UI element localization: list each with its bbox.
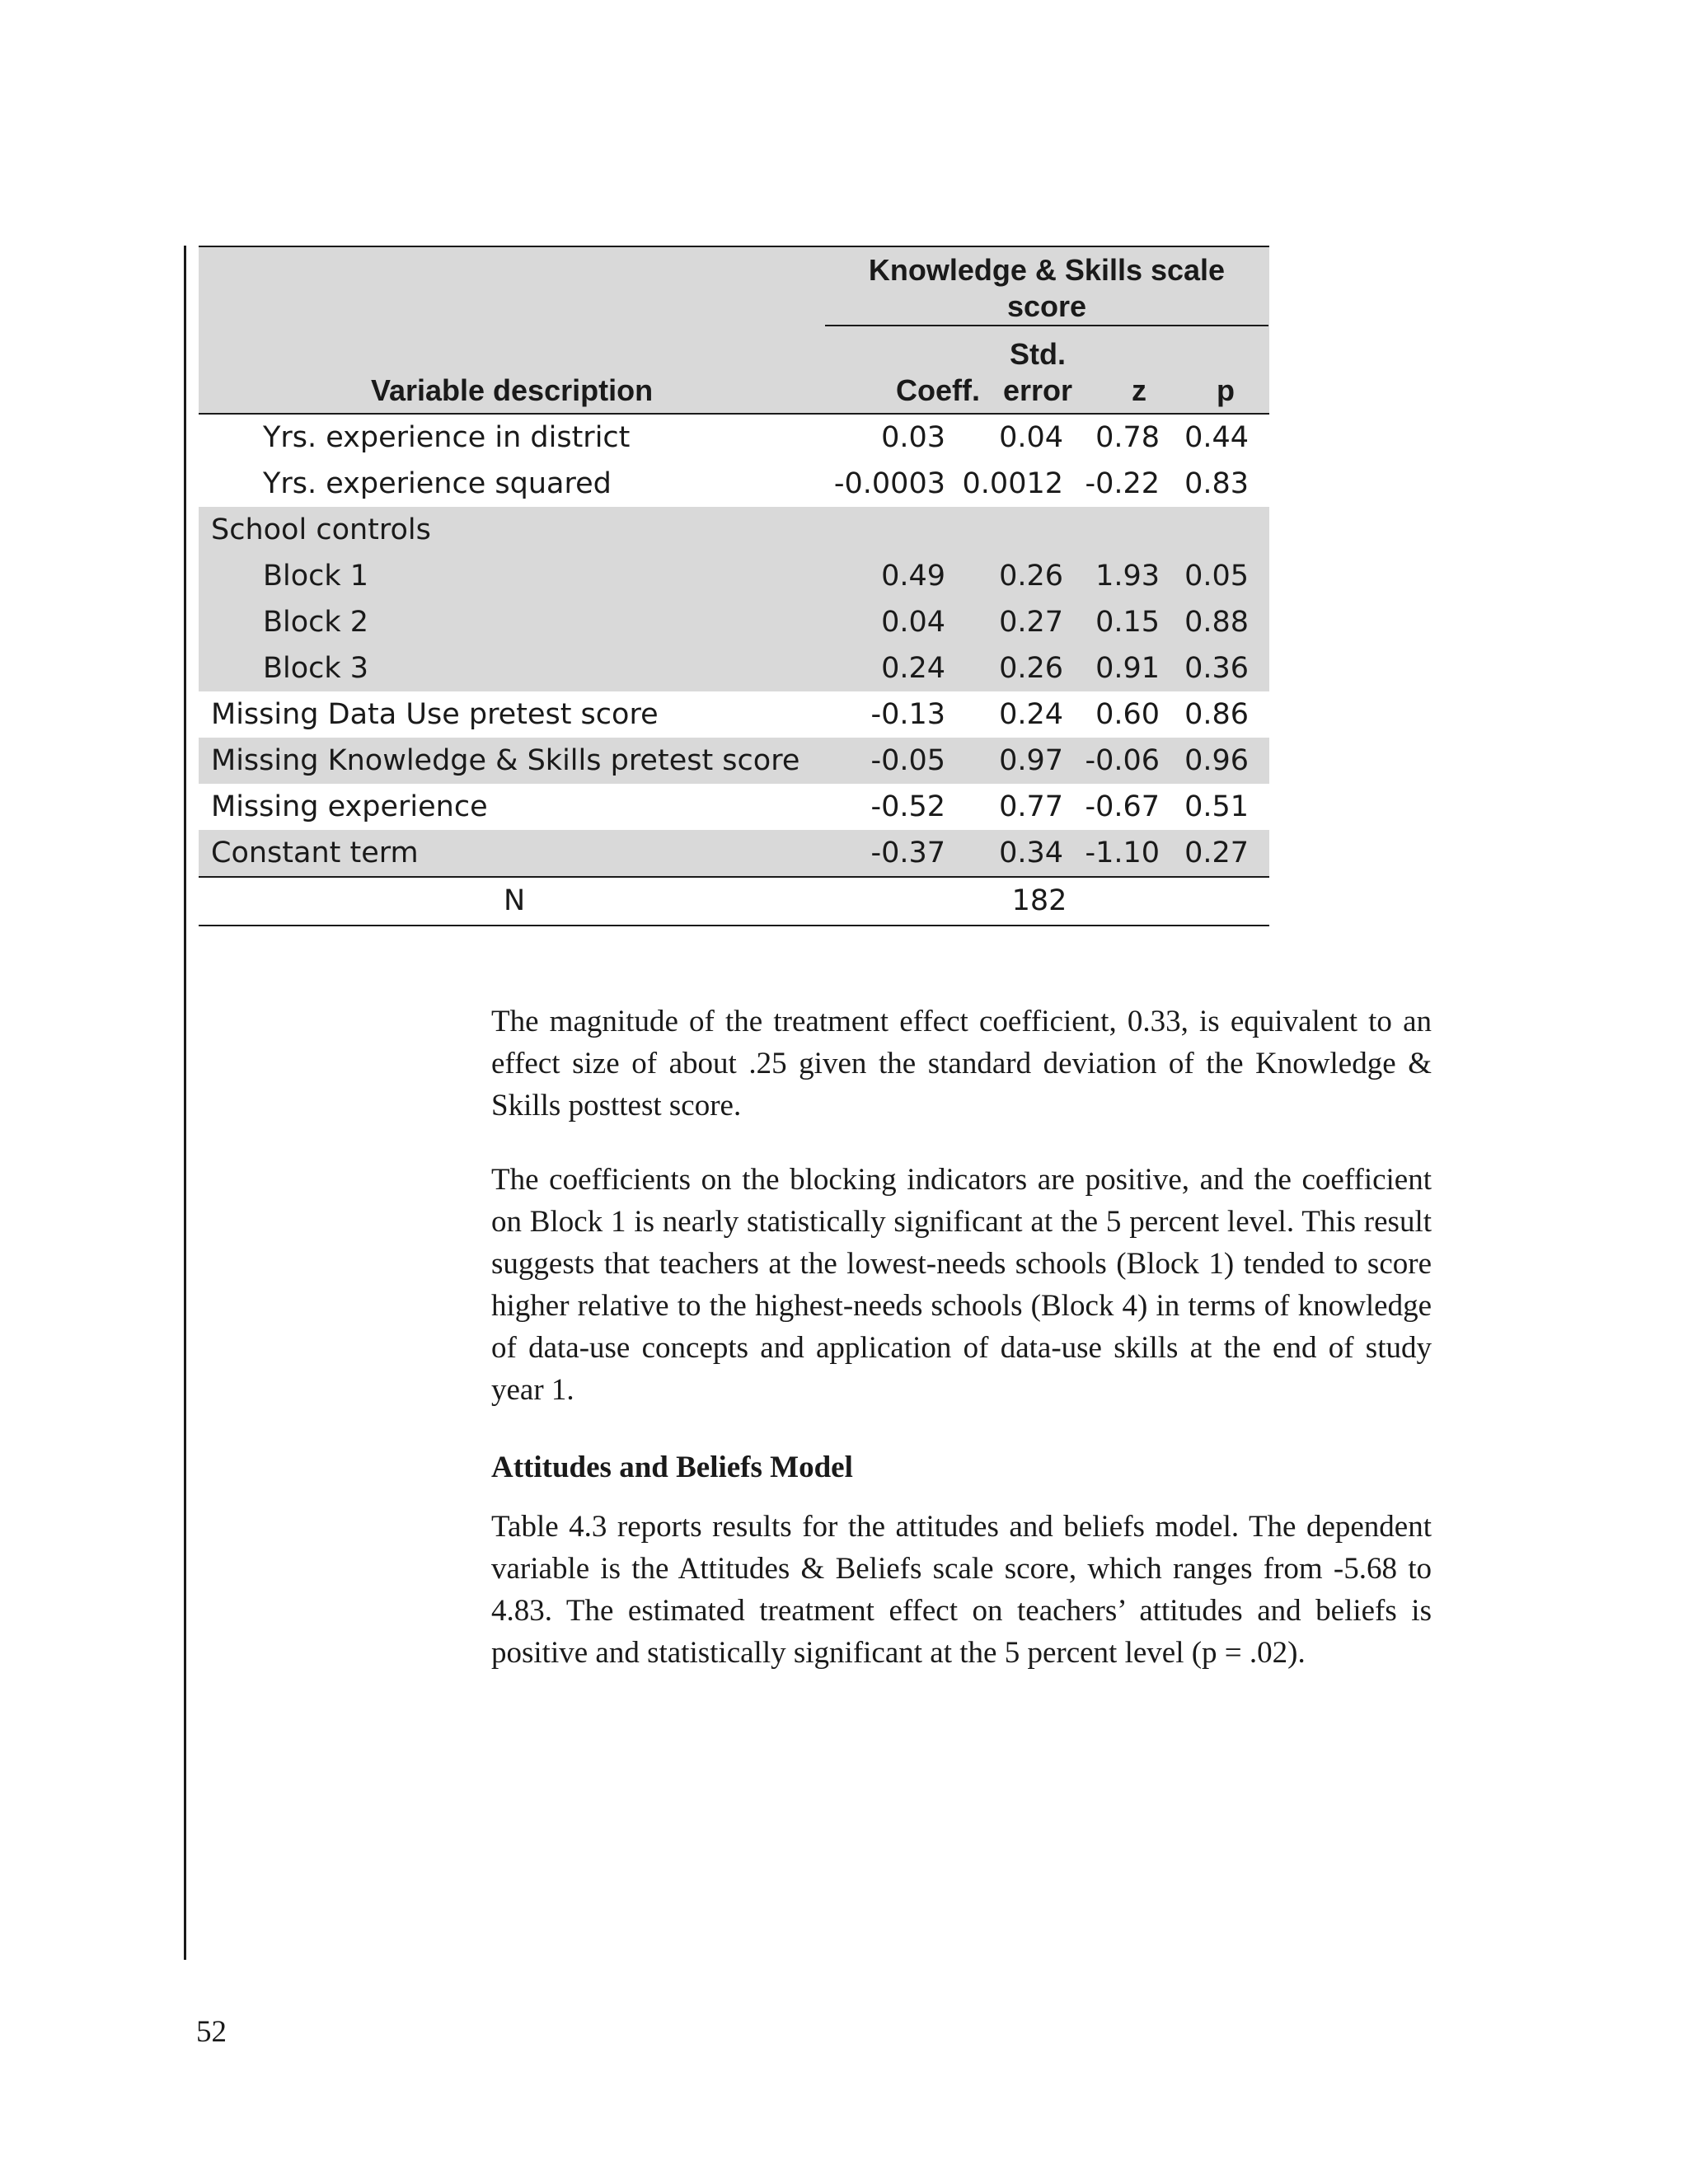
table-row (199, 784, 1269, 830)
cell-coeff: -0.05 (870, 744, 945, 777)
paragraph-blocking-indicators: The coefficients on the blocking indicators are positive, and the coefficient on Block 1 is nearly statistically significant at the 5 percent level. This result suggests that teachers at the lowest-needs schools (Block 1) tended to score higher relative to the highest-needs schools (Block 4) in terms of knowledge of data-use concepts and application of data-use skills at the end of study year 1. (491, 1163, 1432, 1407)
table-header (199, 246, 1269, 415)
cell-p: 0.27 (1184, 837, 1249, 869)
row-label: Block 3 (263, 652, 369, 685)
table-row (199, 691, 1269, 738)
cell-coeff: -0.37 (870, 837, 945, 869)
cell-std-error: 0.04 (999, 421, 1063, 454)
cell-std-error: 0.34 (999, 837, 1063, 869)
cell-std-error: 0.0012 (962, 467, 1063, 500)
cell-z: -1.10 (1085, 837, 1160, 869)
table-row (199, 645, 1269, 691)
row-label: Missing Data Use pretest score (211, 698, 659, 731)
cell-z: 0.91 (1095, 652, 1160, 685)
cell-std-error: 0.24 (999, 698, 1063, 731)
table-row (199, 738, 1269, 784)
paragraph-attitudes-model: Table 4.3 reports results for the attitudes and beliefs model. The dependent variable is the Attitudes & Beliefs scale score, which ranges from -5.68 to 4.83. The estimated treatment effect on teachers’ attitudes and beliefs is positive and statistically significant at the 5 percent level (p = .02). (491, 1510, 1432, 1670)
cell-std-error: 0.97 (999, 744, 1063, 777)
paragraph-effect-size: The magnitude of the treatment effect coefficient, 0.33, is equivalent to an effect size of about .25 given the standard deviation of the Knowledge & Skills posttest score. (491, 1005, 1432, 1122)
row-label: Missing Knowledge & Skills pretest score (211, 744, 800, 777)
cell-p: 0.51 (1184, 790, 1249, 823)
page-number: 52 (196, 2015, 227, 2049)
table-row (199, 415, 1269, 461)
column-header-variable: Variable description (370, 373, 654, 407)
group-header-rule (825, 325, 1268, 326)
column-header-std-error: Std. error (1002, 337, 1073, 407)
cell-p: 0.83 (1184, 467, 1249, 500)
row-label: Constant term (211, 837, 419, 869)
margin-rule (184, 246, 186, 1960)
table-row (199, 830, 1269, 878)
cell-p: 0.96 (1184, 744, 1249, 777)
column-header-p: p (1217, 373, 1235, 407)
sample-size-row (199, 878, 1269, 926)
cell-p: 0.86 (1184, 698, 1249, 731)
cell-z: -0.67 (1085, 790, 1160, 823)
cell-coeff: 0.24 (881, 652, 945, 685)
cell-coeff: -0.13 (870, 698, 945, 731)
regression-table (199, 246, 1269, 926)
cell-z: 0.78 (1095, 421, 1160, 454)
row-label: Block 2 (263, 606, 369, 639)
cell-coeff: -0.52 (870, 790, 945, 823)
section-heading: Attitudes and Beliefs Model (491, 1451, 853, 1484)
sample-size-value: 182 (1011, 884, 1067, 917)
table-row (199, 461, 1269, 507)
cell-coeff: 0.49 (881, 560, 945, 593)
cell-p: 0.36 (1184, 652, 1249, 685)
cell-z: 0.60 (1095, 698, 1160, 731)
row-label: Missing experience (211, 790, 488, 823)
cell-z: 0.15 (1095, 606, 1160, 639)
cell-coeff: 0.04 (881, 606, 945, 639)
table-row (199, 507, 1269, 553)
cell-z: -0.22 (1085, 467, 1160, 500)
cell-coeff: 0.03 (881, 421, 945, 454)
sample-size-label: N (504, 884, 526, 917)
cell-p: 0.05 (1184, 560, 1249, 593)
cell-p: 0.88 (1184, 606, 1249, 639)
cell-std-error: 0.77 (999, 790, 1063, 823)
cell-std-error: 0.27 (999, 606, 1063, 639)
table-row (199, 553, 1269, 599)
column-header-z: z (1132, 373, 1146, 407)
cell-coeff: -0.0003 (833, 467, 945, 500)
table-row (199, 599, 1269, 645)
cell-z: 1.93 (1095, 560, 1160, 593)
group-header: Knowledge & Skills scale score (868, 253, 1226, 323)
column-header-coeff: Coeff. (896, 373, 980, 407)
cell-std-error: 0.26 (999, 652, 1063, 685)
cell-z: -0.06 (1085, 744, 1160, 777)
row-label: Yrs. experience in district (263, 421, 631, 454)
row-label: Yrs. experience squared (263, 467, 612, 500)
row-label: Block 1 (263, 560, 369, 593)
row-label: School controls (211, 513, 431, 546)
cell-p: 0.44 (1184, 421, 1249, 454)
cell-std-error: 0.26 (999, 560, 1063, 593)
